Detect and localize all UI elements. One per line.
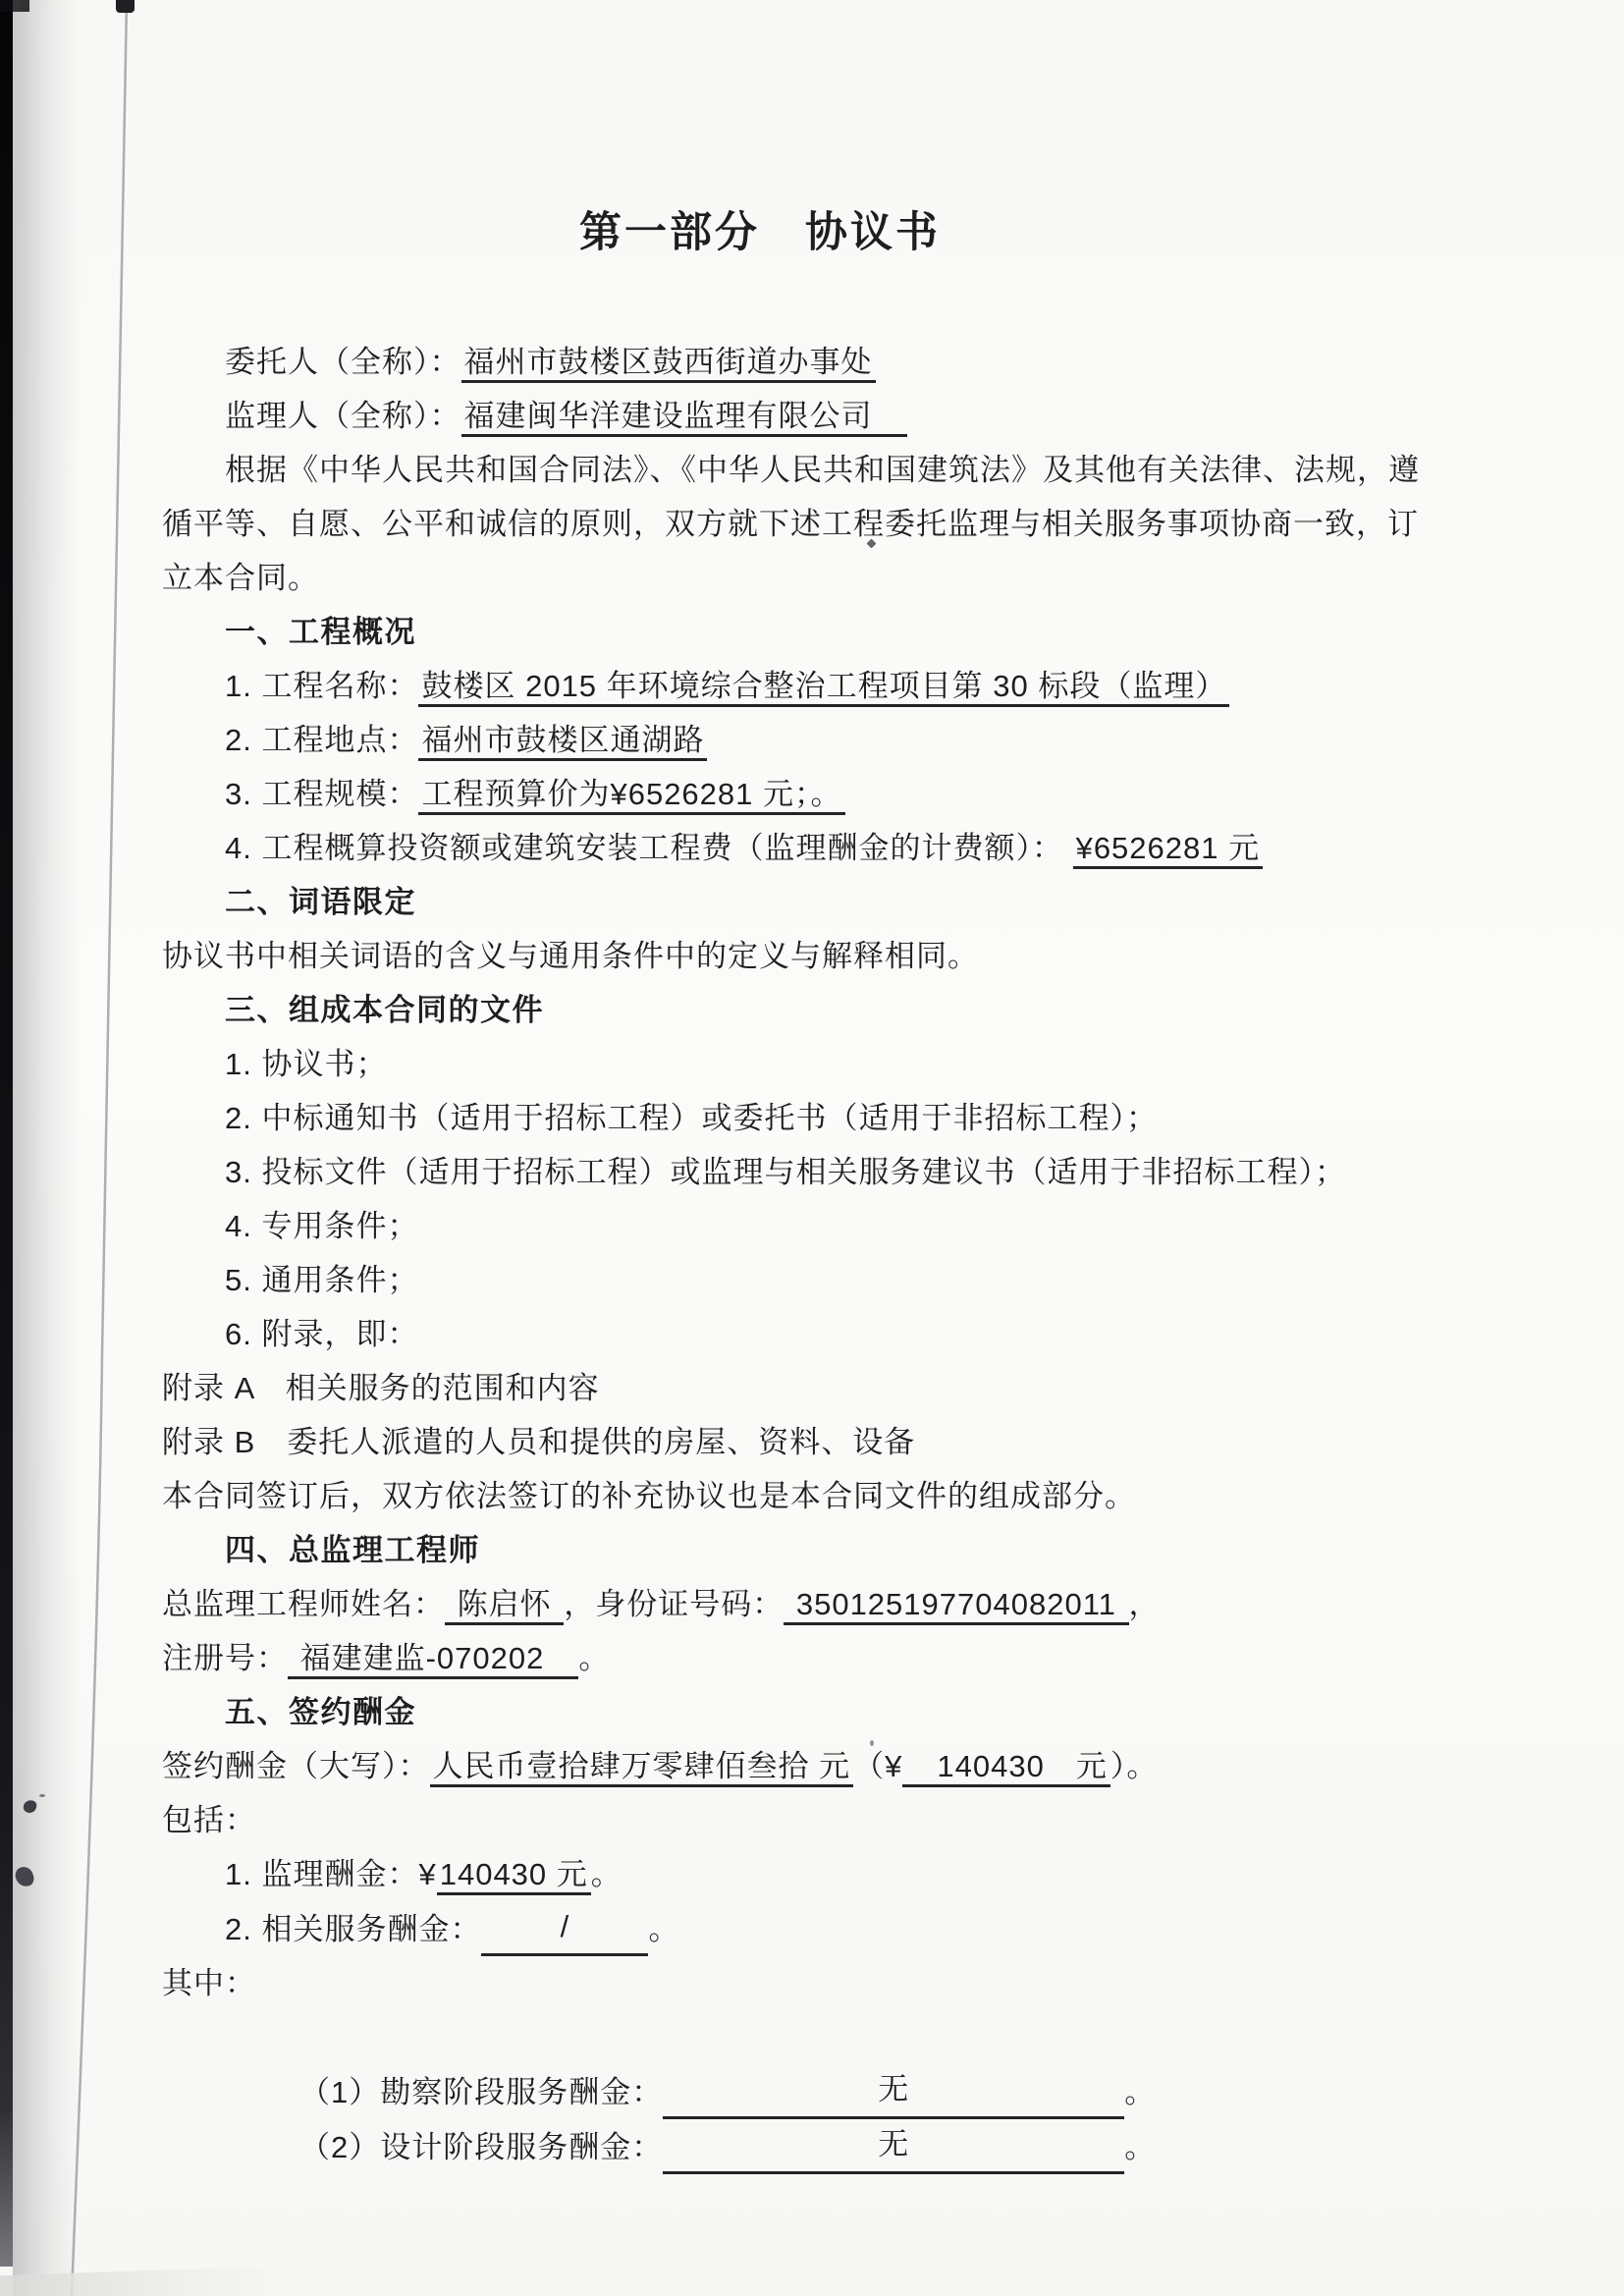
text-segment: 。 xyxy=(1124,2130,1157,2164)
underlined-value: 陈启怀 xyxy=(445,1587,564,1625)
text-segment: ）。 xyxy=(1110,1749,1159,1783)
text-segment: 立本合同。 xyxy=(162,561,319,595)
text-segment: 五、签约酬金 xyxy=(225,1695,416,1729)
text-segment: 4. 工程概算投资额或建筑安装工程费（监理酬金的计费额）： xyxy=(225,831,1073,865)
underlined-value: 人民币壹拾肆万零肆佰叁拾 元 xyxy=(430,1749,854,1787)
document-line xyxy=(162,1901,1576,1956)
text-segment: 本合同签订后，双方依法签订的补充协议也是本合同文件的组成部分。 xyxy=(162,1479,1136,1513)
text-segment: 四、总监理工程师 xyxy=(225,1533,480,1567)
document-line xyxy=(162,1253,1576,1307)
text-segment: ， xyxy=(1128,1587,1161,1621)
underlined-value: 福建闽华洋建设监理有限公司 xyxy=(461,399,907,437)
text-segment: 4. 专用条件； xyxy=(225,1209,419,1243)
document-line xyxy=(162,1739,1576,1793)
underlined-value: 福州市鼓楼区通湖路 xyxy=(418,723,707,761)
text-segment: 三、组成本合同的文件 xyxy=(225,993,544,1027)
blank-field: 无 xyxy=(663,2119,1124,2174)
document-line xyxy=(162,1631,1576,1685)
text-segment: ，身份证号码： xyxy=(564,1587,785,1621)
ink-blot xyxy=(39,1794,45,1797)
text-segment: 委托人（全称）： xyxy=(225,345,461,379)
text-segment: 3. 工程规模： xyxy=(225,777,419,811)
document-line xyxy=(162,1307,1576,1361)
text-segment: 。 xyxy=(1124,2075,1157,2109)
document-line xyxy=(162,1199,1576,1253)
text-segment: 根据《中华人民共和国合同法》、《中华人民共和国建筑法》及其他有关法律、法规，遵 xyxy=(225,453,1420,487)
text-segment: 。 xyxy=(648,1912,680,1946)
document-line xyxy=(162,1415,1576,1469)
document-line xyxy=(162,1847,1576,1901)
document-line xyxy=(162,1145,1576,1199)
document-line xyxy=(162,335,1576,389)
text-segment: 3. 投标文件（适用于招标工程）或监理与相关服务建议书（适用于非招标工程）； xyxy=(225,1155,1346,1189)
blank-field: / xyxy=(481,1901,648,1956)
document-line xyxy=(162,983,1576,1037)
underlined-value: 140430 元 xyxy=(437,1857,591,1895)
text-segment: （1）勘察阶段服务酬金： xyxy=(299,2075,664,2109)
document-line xyxy=(162,1361,1576,1415)
underlined-value: 350125197704082011 xyxy=(784,1587,1128,1625)
document-line xyxy=(162,1956,1576,2010)
paper-fold-top-mark xyxy=(116,0,135,13)
text-segment: 1. 协议书； xyxy=(225,1047,388,1081)
document-line xyxy=(162,2064,1576,2119)
text-segment: 协议书中相关词语的含义与通用条件中的定义与解释相同。 xyxy=(162,939,979,973)
underlined-value: 工程预算价为¥6526281 元；。 xyxy=(418,777,844,815)
text-segment: 。 xyxy=(590,1857,623,1891)
text-segment: 总监理工程师姓名： xyxy=(162,1587,445,1621)
document-line xyxy=(162,1685,1576,1739)
text-segment: 。 xyxy=(578,1641,611,1675)
document-line xyxy=(162,1469,1576,1523)
text-segment: 循平等、自愿、公平和诚信的原则，双方就下述工程委托监理与相关服务事项协商一致，订 xyxy=(162,507,1419,541)
underlined-value: ¥6526281 元 xyxy=(1073,831,1264,869)
document-line xyxy=(162,821,1576,875)
document-line xyxy=(162,551,1576,605)
underlined-value: 福州市鼓楼区鼓西街道办事处 xyxy=(461,345,876,383)
document-line xyxy=(162,389,1576,443)
underlined-value: 鼓楼区 2015 年环境综合整治工程项目第 30 标段（监理） xyxy=(418,669,1229,707)
text-segment: 注册号： xyxy=(162,1641,288,1675)
document-line xyxy=(162,605,1576,659)
scan-left-edge-shadow xyxy=(13,0,97,2296)
text-segment: 6. 附录，即： xyxy=(225,1317,419,1351)
document-line xyxy=(162,659,1576,713)
text-segment: 附录 A 相关服务的范围和内容 xyxy=(162,1371,600,1405)
document-line xyxy=(162,1037,1576,1091)
text-segment: 包括： xyxy=(162,1803,256,1837)
text-segment: （¥ xyxy=(853,1749,903,1783)
document-content xyxy=(162,0,1576,2174)
text-segment: 附录 B 委托人派遣的人员和提供的房屋、资料、设备 xyxy=(162,1425,916,1459)
text-segment: 其中： xyxy=(162,1966,256,2000)
document-line xyxy=(162,929,1576,983)
document-line xyxy=(162,497,1576,551)
document-line xyxy=(162,767,1576,821)
text-segment: 5. 通用条件； xyxy=(225,1263,419,1297)
text-segment: 一、工程概况 xyxy=(225,615,416,649)
document-line xyxy=(162,1523,1576,1577)
document-line xyxy=(162,2119,1576,2174)
underlined-value: 福建建监-070202 xyxy=(288,1641,578,1679)
text-segment: （2）设计阶段服务酬金： xyxy=(299,2130,664,2164)
document-line xyxy=(162,713,1576,767)
document-line xyxy=(162,443,1576,497)
document-title: 第一部分 协议书 xyxy=(579,209,941,256)
document-line xyxy=(162,1793,1576,1847)
scan-left-edge-strip xyxy=(0,0,13,2267)
text-segment: 2. 工程地点： xyxy=(225,723,419,757)
text-segment: 1. 监理酬金：¥ xyxy=(225,1857,437,1891)
document-line xyxy=(162,875,1576,929)
document-line xyxy=(162,1091,1576,1145)
text-segment: 2. 相关服务酬金： xyxy=(225,1912,482,1946)
text-segment: 1. 工程名称： xyxy=(225,669,419,703)
underlined-value: 140430 元 xyxy=(902,1749,1110,1787)
text-segment: 签约酬金（大写）： xyxy=(162,1749,430,1783)
blank-field: 无 xyxy=(663,2064,1124,2119)
document-body xyxy=(162,335,1576,2174)
text-segment: 二、词语限定 xyxy=(225,885,416,919)
text-segment: 监理人（全称）： xyxy=(225,399,461,433)
text-segment: 2. 中标通知书（适用于招标工程）或委托书（适用于非招标工程）； xyxy=(225,1101,1158,1135)
document-line xyxy=(162,1577,1576,1631)
